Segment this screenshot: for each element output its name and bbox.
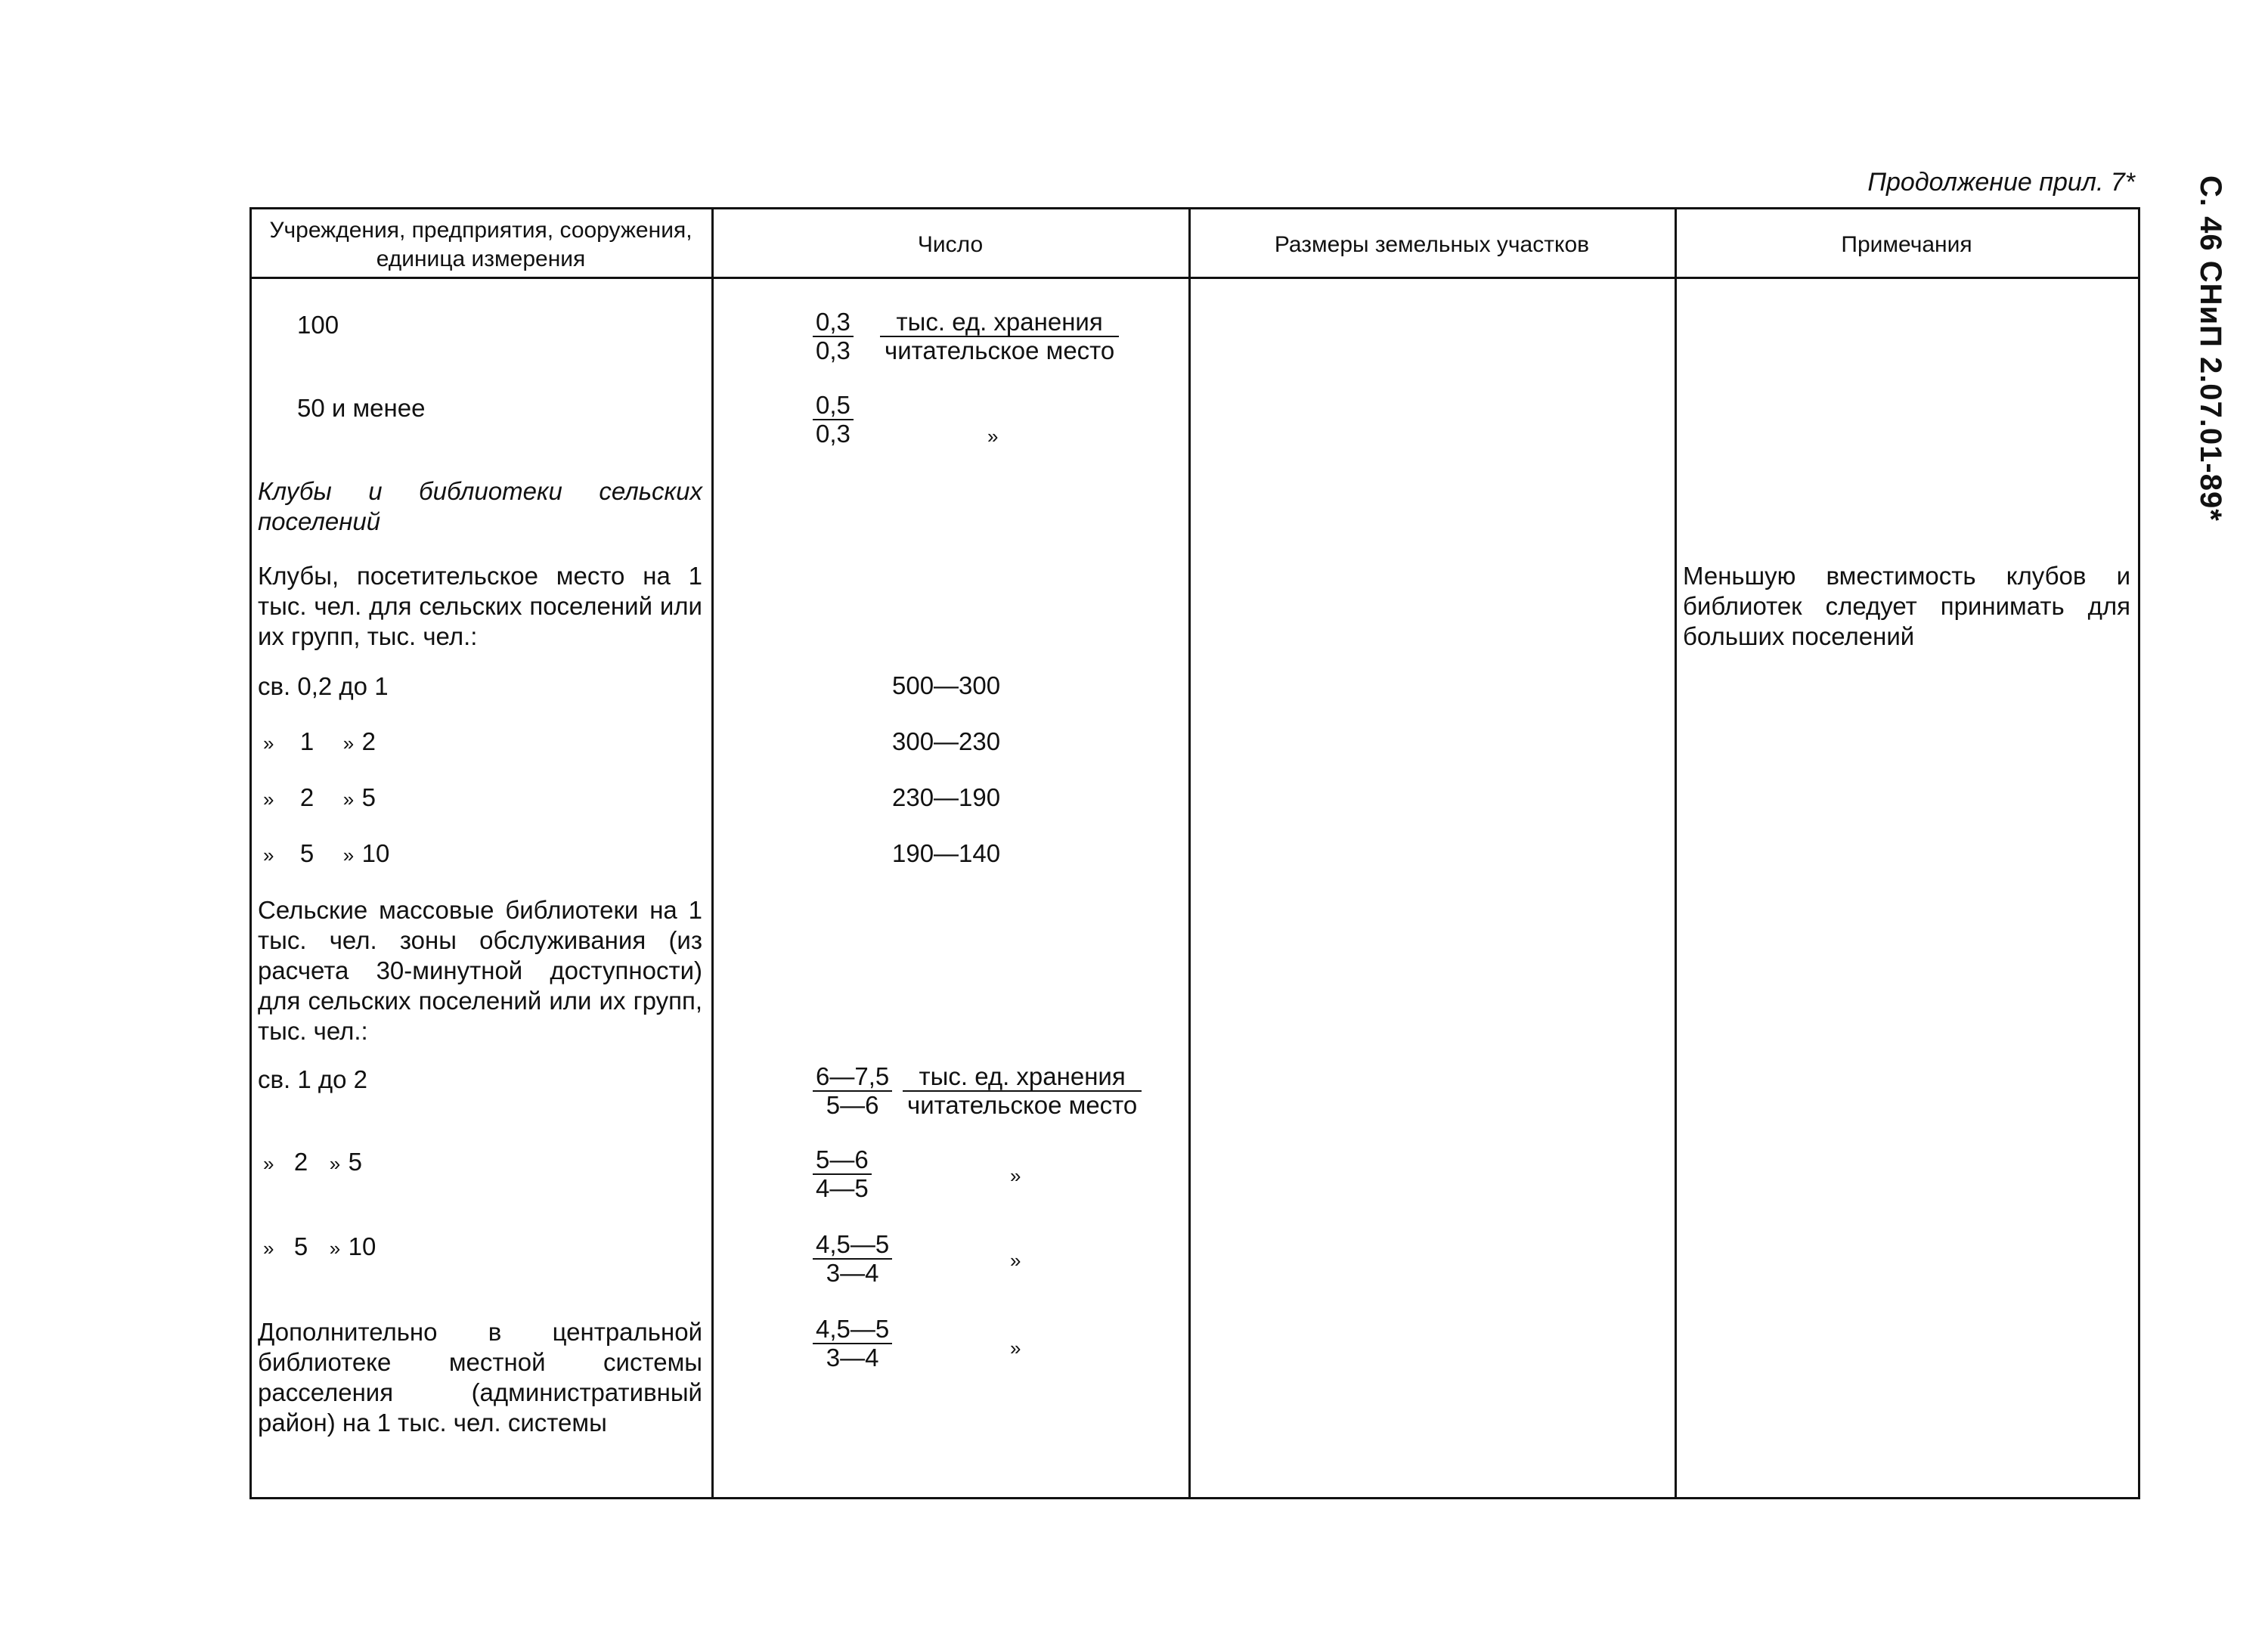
unit-fraction <box>907 1063 1137 1119</box>
library-range-2 <box>263 1148 362 1176</box>
table-header-border <box>249 277 2140 279</box>
table-top-border <box>249 207 2140 209</box>
fraction <box>813 308 854 364</box>
range-from: 2 <box>299 783 314 811</box>
library-value-3 <box>813 1231 892 1287</box>
header-notes: Примечания <box>1841 232 1972 257</box>
club-value-3: 230—190 <box>892 783 1001 811</box>
club-value-4: 190—140 <box>892 839 1001 867</box>
library-value-1 <box>813 1063 892 1119</box>
central-library-value <box>813 1316 892 1372</box>
column-divider-2 <box>1188 207 1191 1499</box>
ditto-mark: » <box>263 844 274 866</box>
note-clubs: Меньшую вместимость клубов и библиотек следует принимать для больших поселений <box>1683 562 2130 650</box>
fraction <box>813 1316 892 1372</box>
side-page-label: С. 46 СНиП 2.07.01-89* <box>2194 175 2227 522</box>
fraction-denominator: 3—4 <box>826 1344 879 1372</box>
fraction-denominator: 0,3 <box>816 336 850 364</box>
row-label-100: 100 <box>297 311 339 339</box>
ditto-mark: » <box>263 1237 274 1260</box>
unit-denominator: читательское место <box>907 1091 1138 1119</box>
library-range-1: св. 1 до 2 <box>258 1065 368 1093</box>
library-range-3 <box>263 1232 376 1261</box>
fraction-numerator: 0,3 <box>813 308 854 337</box>
range-from: 2 <box>293 1148 308 1176</box>
unit-fraction <box>885 308 1114 364</box>
ditto-mark: » <box>342 732 355 755</box>
club-range-2 <box>263 727 376 756</box>
fraction-numerator: 0,5 <box>813 392 854 420</box>
fraction <box>813 1231 892 1287</box>
fraction-denominator: 0,3 <box>816 420 850 448</box>
fraction-denominator: 4—5 <box>816 1174 869 1202</box>
library-unit-1 <box>907 1063 1137 1119</box>
fraction-numerator: 4,5—5 <box>813 1231 892 1260</box>
column-divider-1 <box>711 207 714 1499</box>
range-to: 10 <box>361 839 390 867</box>
fraction-numerator: 5—6 <box>813 1146 872 1175</box>
ditto-mark: » <box>342 844 355 866</box>
header-number: Число <box>917 232 984 257</box>
table-bottom-border <box>249 1497 2140 1499</box>
fraction-numerator: 6—7,5 <box>813 1063 892 1092</box>
club-range-1: св. 0,2 до 1 <box>258 672 389 700</box>
header-institutions: Учреждения, предприятия, сооружения, единица измерения <box>269 218 692 271</box>
range-to: 5 <box>348 1148 363 1176</box>
fraction <box>813 392 854 448</box>
column-divider-3 <box>1675 207 1677 1499</box>
club-value-1: 500—300 <box>892 671 1001 699</box>
ditto-mark: » <box>1010 1164 1021 1187</box>
range-from: 1 <box>299 727 314 755</box>
ditto-mark: » <box>263 732 274 755</box>
ditto-mark: » <box>329 1237 341 1260</box>
row-label-clubs: Клубы, посетительское место на 1 тыс. чел. для сельских поселений или их групп, тыс. чел.: <box>258 562 702 650</box>
club-range-4 <box>263 839 389 868</box>
fraction-denominator: 5—6 <box>826 1091 879 1119</box>
fraction-numerator: 4,5—5 <box>813 1316 892 1344</box>
section-title-rural: Клубы и библиотеки сельских поселений <box>258 477 702 535</box>
row-unit-100 <box>885 308 1114 364</box>
table-right-border <box>2138 207 2140 1499</box>
row-label-libraries: Сельские массовые библиотеки на 1 тыс. чел. зоны обслуживания (из расчета 30-минутной доступности) для сельских поселений или их групп, тыс. чел.: <box>258 896 702 1045</box>
ditto-mark: » <box>987 425 999 448</box>
range-from: 5 <box>293 1232 308 1260</box>
ditto-mark: » <box>1010 1249 1021 1272</box>
unit-numerator: тыс. ед. хранения <box>880 308 1119 337</box>
table-left-border <box>249 207 252 1499</box>
fraction <box>813 1063 892 1119</box>
row-label-50: 50 и менее <box>297 394 426 422</box>
unit-numerator: тыс. ед. хранения <box>903 1063 1142 1092</box>
range-to: 5 <box>361 783 376 811</box>
range-from: 5 <box>299 839 314 867</box>
ditto-mark: » <box>342 788 355 811</box>
ditto-mark: » <box>263 788 274 811</box>
row-value-50 <box>813 392 854 448</box>
ditto-mark: » <box>329 1152 341 1175</box>
ditto-mark: » <box>263 1152 274 1175</box>
row-value-100 <box>813 308 854 364</box>
range-to: 2 <box>361 727 376 755</box>
header-land-size: Размеры земельных участков <box>1274 232 1590 257</box>
row-label-central-library: Дополнительно в центральной библиотеке местной системы расселения (административный район) на 1 тыс. чел. системы <box>258 1318 702 1437</box>
fraction <box>813 1146 872 1202</box>
library-value-2 <box>813 1146 872 1202</box>
club-range-3 <box>263 783 376 812</box>
club-value-2: 300—230 <box>892 727 1001 755</box>
page-header: Продолжение прил. 7* <box>1867 168 2135 197</box>
range-to: 10 <box>348 1232 376 1260</box>
ditto-mark: » <box>1010 1337 1021 1359</box>
fraction-denominator: 3—4 <box>826 1259 879 1287</box>
unit-denominator: читательское место <box>885 336 1115 364</box>
